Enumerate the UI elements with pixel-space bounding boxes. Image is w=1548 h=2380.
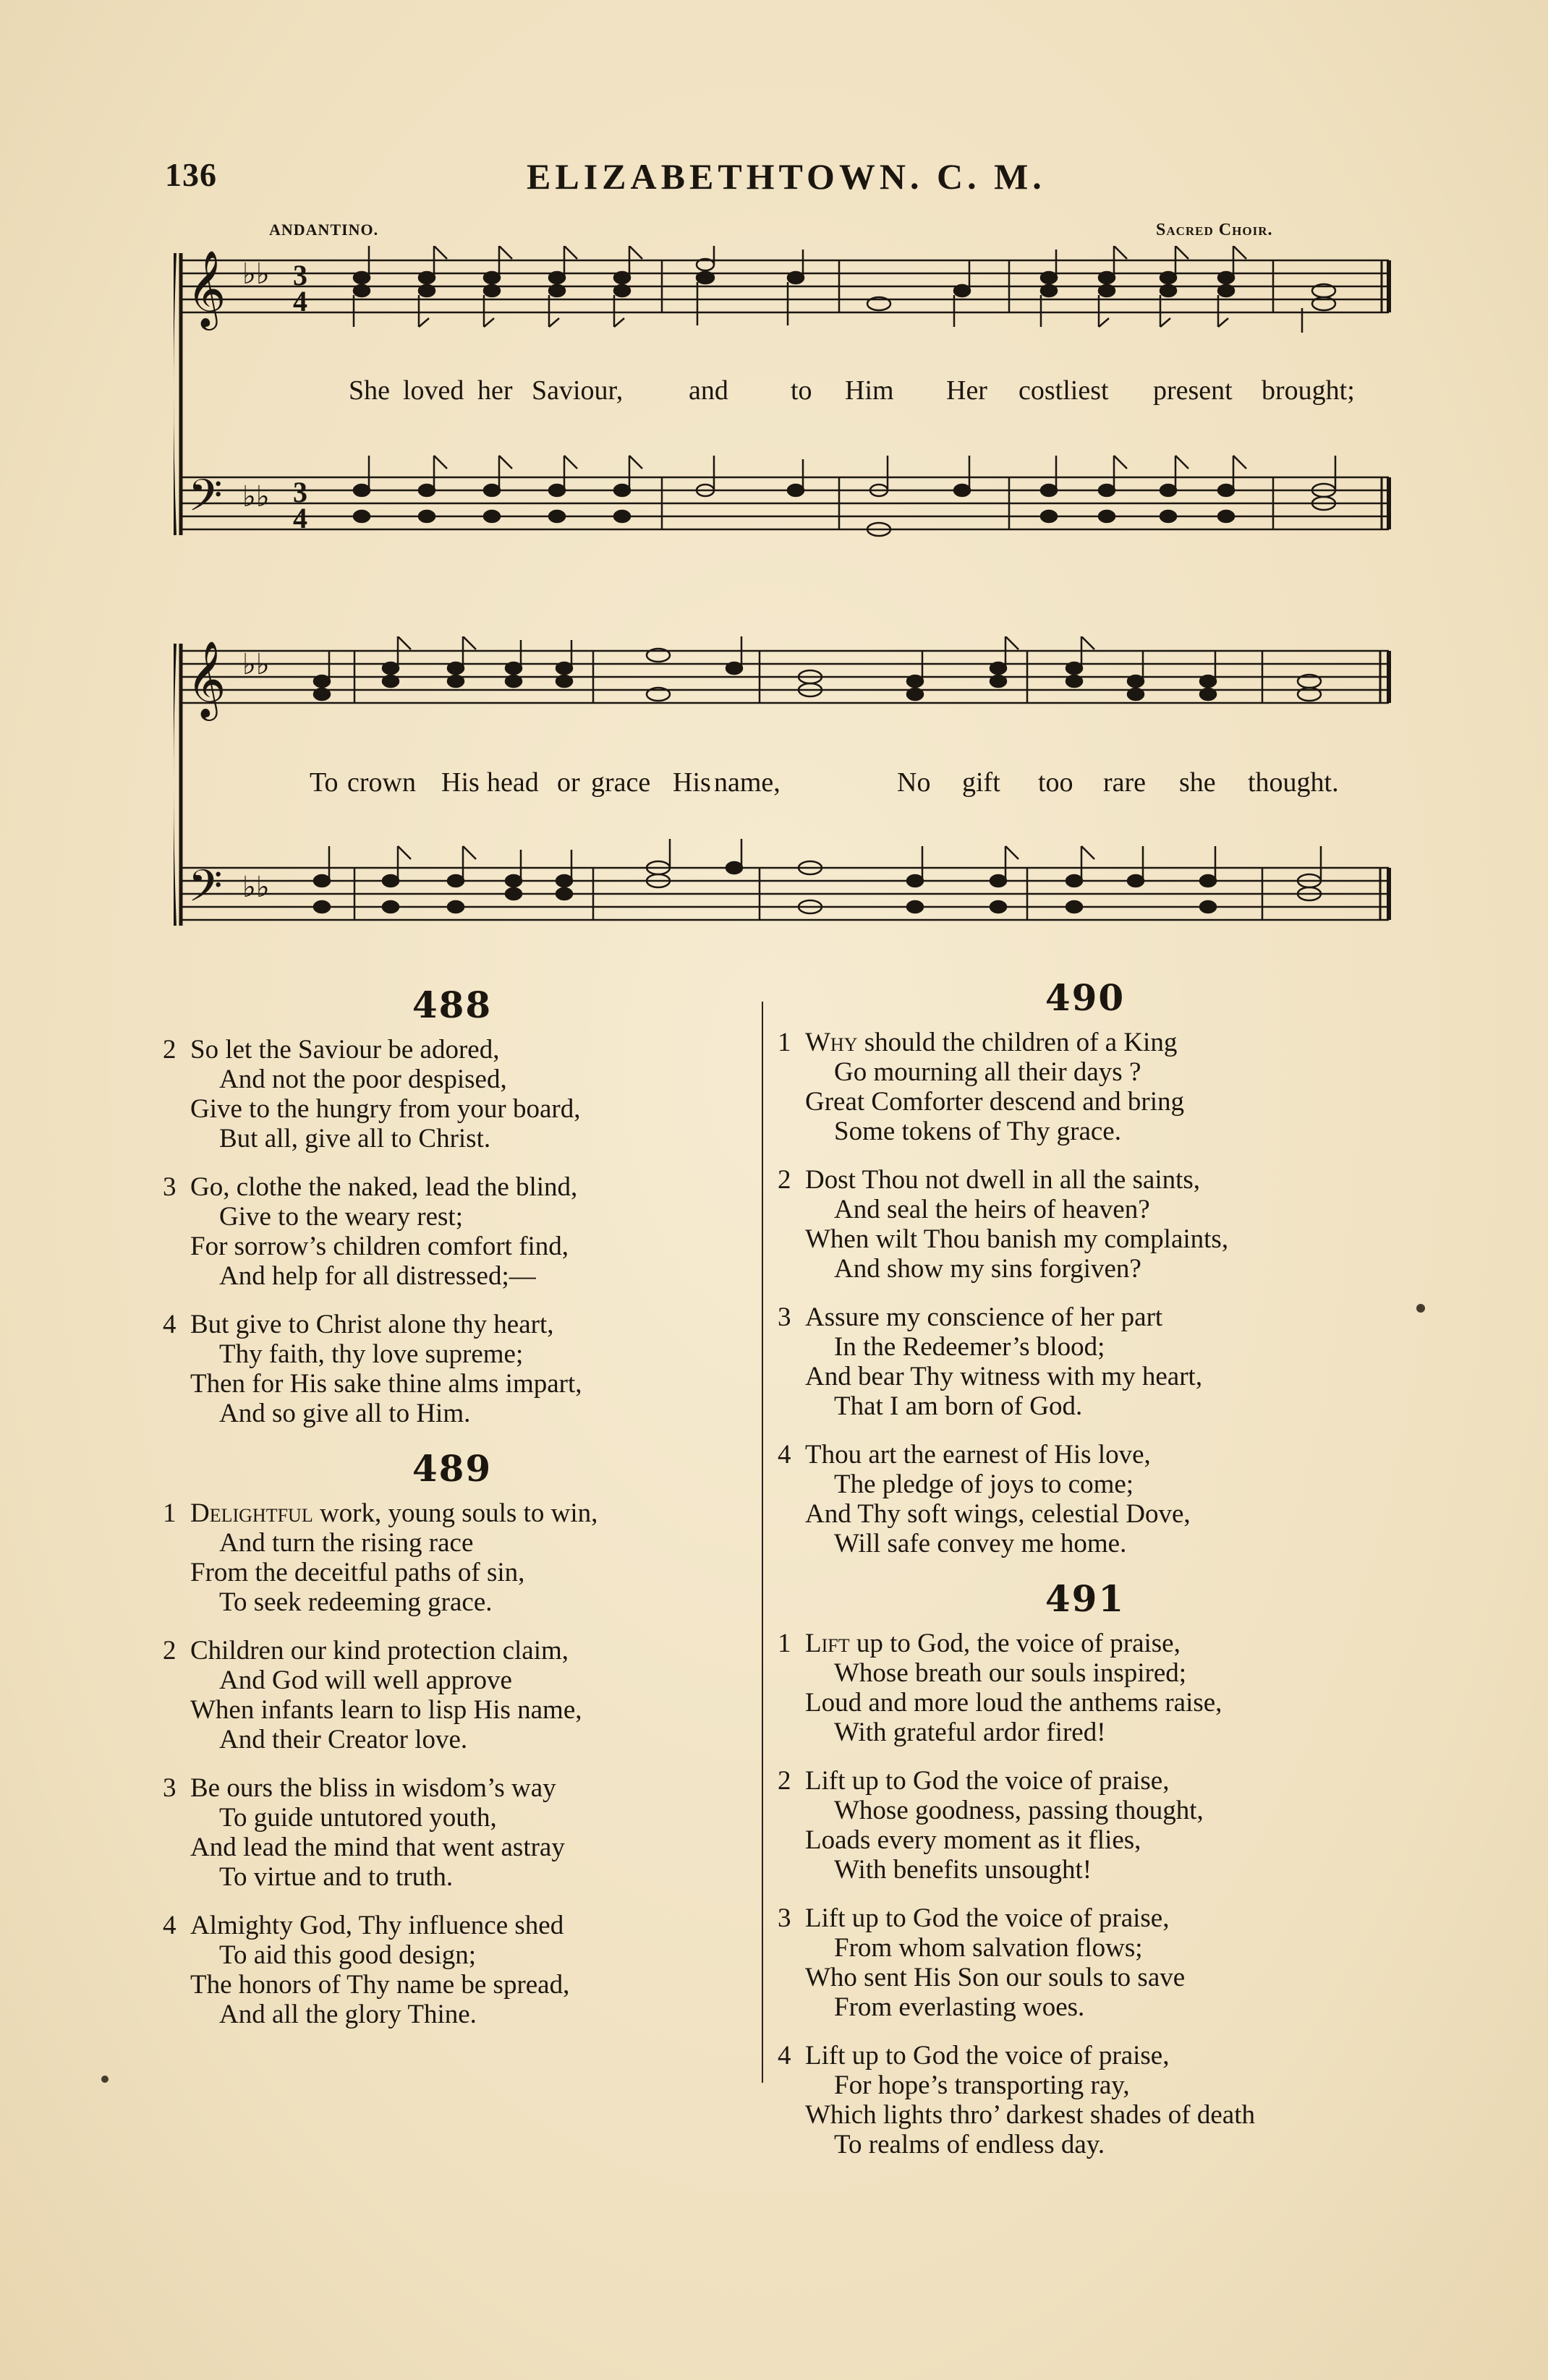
verse-line: When wilt Thou banish my complaints, — [805, 1224, 1229, 1254]
verse-line: The pledge of joys to come; — [834, 1470, 1134, 1499]
bass-key-signature-flats-2: ♭♭ — [242, 871, 270, 904]
lyric-word: she — [1179, 767, 1216, 798]
verse-number: 4 — [778, 1440, 791, 1470]
verse-line: From the deceitful paths of sin, — [190, 1558, 525, 1587]
lyric-word: too — [1038, 767, 1073, 798]
bass-time-signature-top-1: 3 — [293, 476, 307, 508]
verse-line: Lift up to God the voice of praise, — [805, 1766, 1170, 1796]
hymn-number: 490 — [1045, 976, 1126, 1019]
ink-speck — [101, 2076, 109, 2083]
verse-line: Assure my conscience of her part — [805, 1302, 1163, 1332]
left-column — [163, 984, 741, 2048]
column-divider — [762, 1002, 763, 2083]
verse-line: To seek redeeming grace. — [219, 1587, 493, 1617]
verse-line: And lead the mind that went astray — [190, 1833, 565, 1862]
lyrics-line-2 — [174, 767, 1396, 803]
hymn-verse — [163, 1310, 741, 1428]
verse-line: To guide untutored youth, — [219, 1803, 497, 1833]
verse-line: To aid this good design; — [219, 1940, 477, 1970]
tempo-marking: ANDANTINO. — [269, 221, 379, 239]
verse-line: In the Redeemer’s blood; — [834, 1332, 1105, 1362]
verse-line: Some tokens of Thy grace. — [834, 1117, 1121, 1146]
bass-time-signature-bottom-1: 4 — [293, 502, 307, 534]
verse-line: For hope’s transporting ray, — [834, 2070, 1130, 2100]
bass-notes-2 — [314, 839, 1321, 913]
verse-line: Then for His sake thine alms impart, — [190, 1369, 582, 1399]
verse-number: 4 — [163, 1911, 177, 1940]
verse-line: And Thy soft wings, celestial Dove, — [805, 1499, 1191, 1529]
verse-line: And bear Thy witness with my heart, — [805, 1362, 1203, 1391]
key-signature-flats-1: ♭♭ — [242, 257, 270, 291]
verse-line: Thy faith, thy love supreme; — [219, 1339, 524, 1369]
verse-number: 2 — [163, 1035, 177, 1065]
hymn-verse — [778, 1629, 1392, 1747]
hymn-verse — [778, 1302, 1392, 1421]
lyric-word: costliest — [1018, 375, 1109, 406]
verse-line: Loud and more loud the anthems raise, — [805, 1688, 1222, 1718]
hymn-verse — [778, 2041, 1392, 2159]
verse-line: The honors of Thy name be spread, — [190, 1970, 570, 2000]
verse-line: Who sent His Son our souls to save — [805, 1963, 1186, 1992]
verse-number: 2 — [778, 1165, 791, 1195]
verse-number: 1 — [778, 1028, 791, 1057]
treble-clef-1: 𝄞 — [187, 249, 226, 327]
time-signature-top-1: 3 — [293, 259, 307, 291]
verse-line: When infants learn to lisp His name, — [190, 1695, 582, 1725]
verse-line: Be ours the bliss in wisdom’s way — [190, 1773, 556, 1803]
music-system-1 — [174, 246, 1396, 550]
lyric-word: Him — [845, 375, 894, 406]
hymn-verse — [163, 1172, 741, 1291]
verse-line: Which lights thro’ darkest shades of death — [805, 2100, 1255, 2130]
verse-line: work, young souls to win, — [312, 1498, 598, 1528]
verse-line: Whose goodness, passing thought, — [834, 1796, 1204, 1825]
verse-line: Loads every moment as it flies, — [805, 1825, 1141, 1855]
verse-line: up to God, the voice of praise, — [849, 1629, 1181, 1658]
lyric-word: gift — [962, 767, 1000, 798]
verse-line: That I am born of God. — [834, 1391, 1083, 1421]
verse-lead-word: Delightful — [190, 1498, 313, 1528]
hymn-verse — [778, 1766, 1392, 1885]
ink-speck — [1416, 1304, 1425, 1313]
verse-number: 1 — [778, 1629, 791, 1658]
lyrics-line-1 — [174, 375, 1396, 411]
verse-number: 3 — [163, 1773, 177, 1803]
verse-line: For sorrow’s children comfort find, — [190, 1232, 569, 1261]
lyric-word: name, — [714, 767, 781, 798]
hymn-number: 489 — [412, 1447, 493, 1490]
bass-notes-1 — [354, 456, 1335, 536]
lyric-word: her — [477, 375, 513, 406]
hymn-verse — [163, 1636, 741, 1754]
verse-line: And so give all to Him. — [219, 1399, 471, 1428]
lyric-word: His — [441, 767, 480, 798]
verse-line: And God will well approve — [219, 1665, 512, 1695]
verse-line: Will safe convey me home. — [834, 1529, 1127, 1558]
hymn-verse — [778, 1440, 1392, 1558]
hymn-verse — [778, 1903, 1392, 2022]
hymn-number: 488 — [412, 984, 493, 1026]
lyric-word: head — [487, 767, 539, 798]
page-number: 136 — [165, 156, 217, 193]
lyric-word: Her — [946, 375, 987, 406]
hymn-verse — [163, 1911, 741, 2029]
verse-number: 3 — [778, 1903, 791, 1933]
hymn-verse — [163, 1035, 741, 1153]
verse-line: And all the glory Thine. — [219, 2000, 477, 2029]
lyric-word: To — [310, 767, 339, 798]
verse-line: To realms of endless day. — [834, 2130, 1105, 2159]
bass-clef-2: 𝄢 — [188, 861, 223, 923]
lyric-word: rare — [1103, 767, 1147, 798]
bass-key-signature-flats-1: ♭♭ — [242, 480, 270, 513]
verse-number: 4 — [778, 2041, 791, 2070]
key-signature-flats-2: ♭♭ — [242, 648, 270, 681]
verse-line: Give to the hungry from your board, — [190, 1094, 581, 1124]
lyric-word: or — [557, 767, 580, 798]
verse-line: From everlasting woes. — [834, 1992, 1085, 2022]
hymn-verse — [778, 1165, 1392, 1284]
verse-number: 3 — [778, 1302, 791, 1332]
verse-line: And show my sins forgiven? — [834, 1254, 1141, 1284]
hymn-verse — [163, 1773, 741, 1892]
music-system-2 — [174, 636, 1396, 940]
verse-line: Whose breath our souls inspired; — [834, 1658, 1187, 1688]
verse-line: To virtue and to truth. — [219, 1862, 454, 1892]
verse-line: With benefits unsought! — [834, 1855, 1092, 1885]
verse-line: Thou art the earnest of His love, — [805, 1440, 1151, 1470]
lyric-word: and — [689, 375, 728, 406]
verse-line: Go, clothe the naked, lead the blind, — [190, 1172, 578, 1202]
hymn-verse — [778, 1028, 1392, 1146]
verse-line: Great Comforter descend and bring — [805, 1087, 1184, 1117]
lyric-word: loved — [403, 375, 464, 406]
lyric-word: grace — [591, 767, 651, 798]
verse-line: With grateful ardor fired! — [834, 1718, 1106, 1747]
lyric-word: Saviour, — [532, 375, 624, 406]
verse-line: Children our kind protection claim, — [190, 1636, 569, 1665]
verse-line: But give to Christ alone thy heart, — [190, 1310, 554, 1339]
lyric-word: to — [791, 375, 812, 406]
lyric-word: brought; — [1262, 375, 1355, 406]
verse-lead-word: Why — [805, 1028, 858, 1057]
verse-line: should the children of a King — [857, 1028, 1178, 1057]
lyric-word: She — [349, 375, 390, 406]
lyric-word: crown — [347, 767, 416, 798]
tune-source: Sacred Choir. — [1156, 221, 1273, 239]
time-signature-bottom-1: 4 — [293, 285, 307, 317]
verse-line: Lift up to God the voice of praise, — [805, 1903, 1170, 1933]
lyric-word: His — [673, 767, 711, 798]
verse-line: Almighty God, Thy influence shed — [190, 1911, 564, 1940]
verse-line: And not the poor despised, — [219, 1065, 507, 1094]
verse-number: 3 — [163, 1172, 177, 1202]
verse-number: 4 — [163, 1310, 177, 1339]
verse-line: Dost Thou not dwell in all the saints, — [805, 1165, 1201, 1195]
lyric-word: thought. — [1248, 767, 1339, 798]
hymn-number: 491 — [1045, 1577, 1126, 1620]
verse-line: And their Creator love. — [219, 1725, 468, 1754]
verse-line: And seal the heirs of heaven? — [834, 1195, 1150, 1224]
treble-clef-2: 𝄞 — [187, 640, 226, 717]
lyric-word: present — [1153, 375, 1233, 406]
verse-line: Go mourning all their days ? — [834, 1057, 1141, 1087]
lyric-word: No — [897, 767, 931, 798]
treble-notes-1 — [354, 246, 1335, 310]
tune-title: ELIZABETHTOWN. C. M. — [527, 156, 1046, 197]
treble-notes-2 — [314, 636, 1321, 701]
verse-line: From whom salvation flows; — [834, 1933, 1143, 1963]
verse-lead-word: Lift — [805, 1629, 850, 1658]
verse-line: Lift up to God the voice of praise, — [805, 2041, 1170, 2070]
verse-line: And turn the rising race — [219, 1528, 474, 1558]
page-header — [165, 155, 1366, 206]
verse-number: 2 — [778, 1766, 791, 1796]
verse-number: 1 — [163, 1498, 177, 1528]
hymn-verse — [163, 1498, 741, 1617]
bass-clef-1: 𝄢 — [188, 470, 223, 532]
verse-line: And help for all distressed;— — [219, 1261, 536, 1291]
right-column — [778, 976, 1392, 2178]
verse-line: So let the Saviour be adored, — [190, 1035, 500, 1065]
verse-line: But all, give all to Christ. — [219, 1124, 491, 1153]
verse-number: 2 — [163, 1636, 177, 1665]
verse-line: Give to the weary rest; — [219, 1202, 463, 1232]
